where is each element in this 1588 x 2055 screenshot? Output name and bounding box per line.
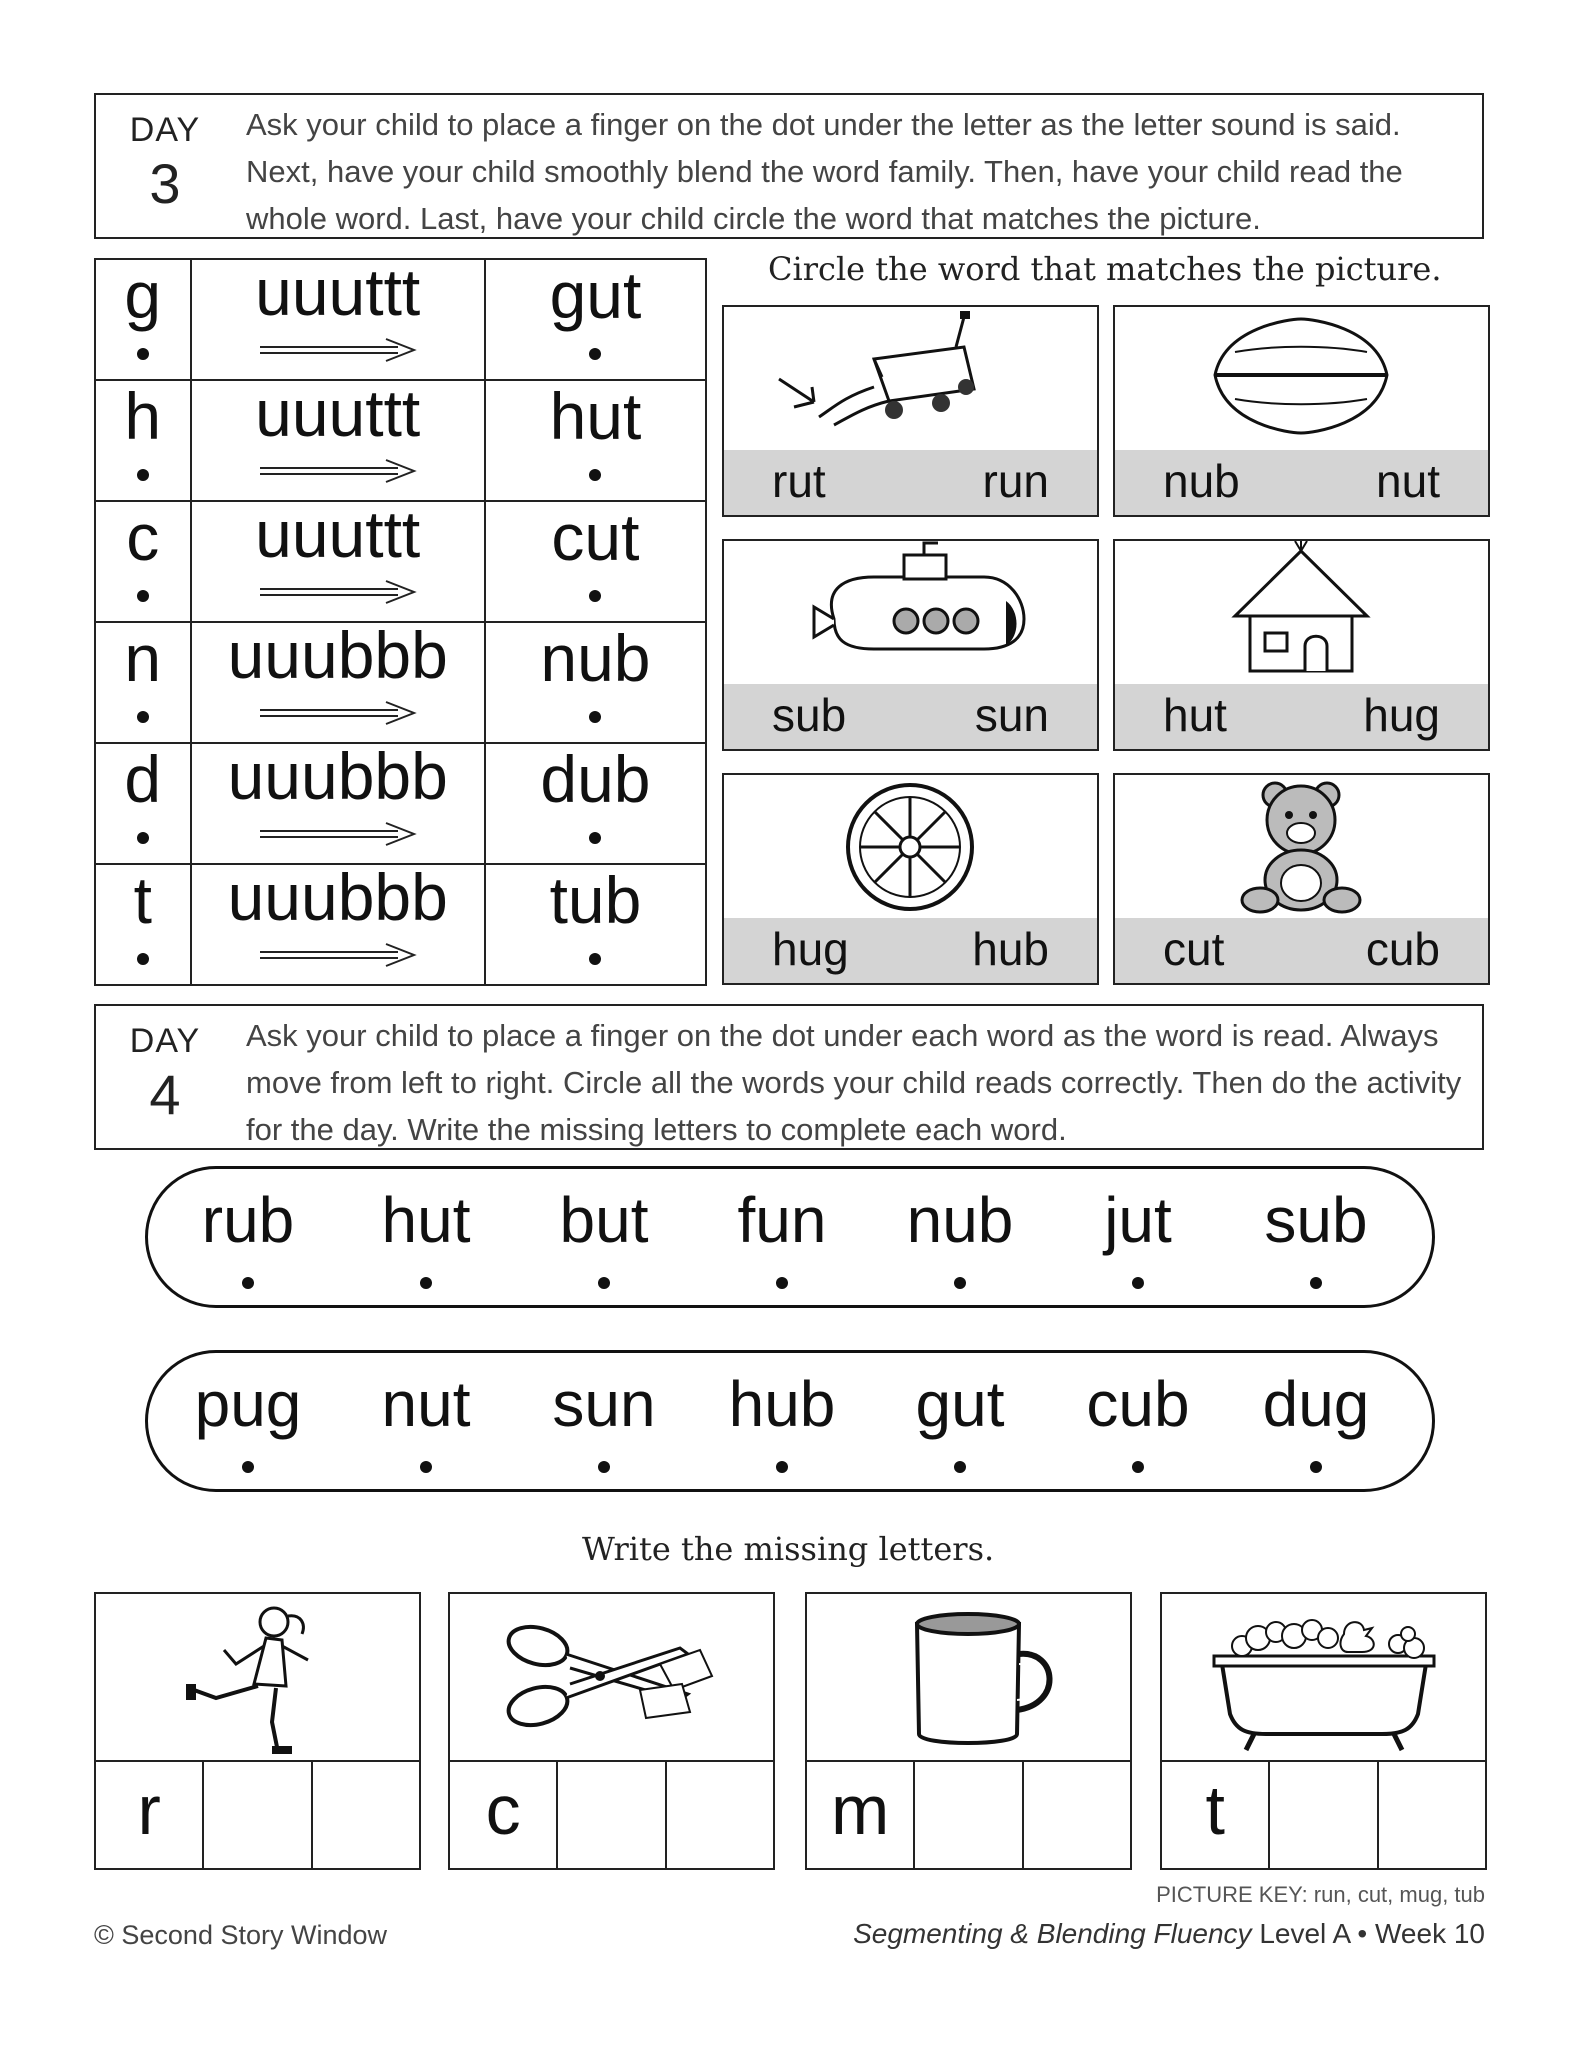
family-cell: uuuttt [191, 259, 485, 380]
finger-dot[interactable] [420, 1277, 432, 1289]
letter-cell: n [95, 622, 191, 743]
family-cell: uuubbb [191, 743, 485, 864]
picture-key: PICTURE KEY: run, cut, mug, tub [1156, 1882, 1485, 1907]
mug-icon [807, 1594, 1130, 1762]
picture-card [1113, 773, 1490, 985]
picture-card [722, 539, 1099, 751]
sight-word[interactable]: sun [552, 1368, 656, 1440]
sight-word[interactable]: pug [194, 1368, 302, 1440]
blending-table [94, 254, 707, 986]
write-card [805, 1592, 1132, 1870]
option-word[interactable]: cub [1365, 923, 1440, 975]
sight-word[interactable]: fun [737, 1184, 827, 1256]
letter-box[interactable] [1379, 1762, 1485, 1868]
right-arrow-icon [258, 700, 418, 726]
finger-dot[interactable] [589, 469, 601, 481]
sight-word[interactable]: but [559, 1184, 649, 1256]
picture-card [1113, 305, 1490, 517]
family-cell: uuuttt [191, 380, 485, 501]
picture-card [722, 773, 1099, 985]
finger-dot[interactable] [589, 953, 601, 965]
word-cell: cut [485, 501, 706, 622]
letter-box[interactable]: t [1162, 1762, 1270, 1868]
bear-cub-icon [1115, 775, 1488, 920]
level-week: Level A • Week 10 [1251, 1918, 1485, 1949]
finger-dot[interactable] [589, 348, 601, 360]
finger-dot[interactable] [598, 1461, 610, 1473]
letter-box[interactable]: r [96, 1762, 204, 1868]
write-card [1160, 1592, 1487, 1870]
right-arrow-icon [258, 458, 418, 484]
letter-cell: g [95, 259, 191, 380]
day3-number: 3 [149, 152, 181, 215]
wheel-hub-icon [724, 775, 1097, 920]
right-arrow-icon [258, 337, 418, 363]
letter-box[interactable] [313, 1762, 419, 1868]
finger-dot[interactable] [598, 1277, 610, 1289]
option-word[interactable]: sub [772, 689, 847, 741]
letter-box[interactable]: c [450, 1762, 558, 1868]
finger-dot[interactable] [1132, 1461, 1144, 1473]
sight-word[interactable]: rub [201, 1184, 295, 1256]
finger-dot[interactable] [137, 953, 149, 965]
write-heading: Write the missing letters. [582, 1530, 995, 1568]
bathtub-icon [1162, 1594, 1485, 1762]
finger-dot[interactable] [589, 711, 601, 723]
option-word[interactable]: rut [772, 455, 826, 507]
option-word[interactable]: cut [1163, 923, 1225, 975]
letter-cell: c [95, 501, 191, 622]
finger-dot[interactable] [137, 348, 149, 360]
finger-dot[interactable] [420, 1461, 432, 1473]
letter-box[interactable] [915, 1762, 1023, 1868]
letter-box[interactable] [667, 1762, 773, 1868]
option-word[interactable]: hug [772, 923, 849, 975]
write-card [94, 1592, 421, 1870]
copyright: © Second Story Window [94, 1920, 388, 1950]
series-title: Segmenting & Blending Fluency [853, 1918, 1252, 1949]
letter-box[interactable]: m [807, 1762, 915, 1868]
table-row [95, 864, 706, 985]
day4-instruction-box [94, 1004, 1484, 1150]
wagon-icon [724, 307, 1097, 452]
word-row-2 [145, 1350, 1435, 1492]
circle-heading: Circle the word that matches the picture. [768, 250, 1442, 288]
option-word[interactable]: run [982, 455, 1049, 507]
letter-cell: h [95, 380, 191, 501]
sight-word[interactable]: sub [1264, 1184, 1368, 1256]
letter-box[interactable] [1270, 1762, 1378, 1868]
family-cell: uuubbb [191, 864, 485, 985]
day4-label: DAY [129, 1022, 201, 1060]
nut-icon [1115, 307, 1488, 452]
picture-card [722, 305, 1099, 517]
finger-dot[interactable] [137, 469, 149, 481]
option-word[interactable]: nub [1163, 455, 1240, 507]
sight-word[interactable]: nut [381, 1368, 471, 1440]
letter-cell: t [95, 864, 191, 985]
sight-word[interactable]: hub [728, 1368, 836, 1440]
finger-dot[interactable] [242, 1461, 254, 1473]
day3-instruction-box [94, 93, 1484, 239]
sight-word[interactable]: cub [1086, 1368, 1190, 1440]
word-cell: hut [485, 380, 706, 501]
finger-dot[interactable] [137, 832, 149, 844]
word-cell: gut [485, 259, 706, 380]
option-word[interactable]: hug [1363, 689, 1440, 741]
letter-box[interactable] [204, 1762, 312, 1868]
letter-cell: d [95, 743, 191, 864]
sight-word[interactable]: hut [381, 1184, 471, 1256]
hut-icon [1115, 541, 1488, 686]
day4-number: 4 [149, 1063, 181, 1126]
day3-label: DAY [129, 111, 201, 149]
letter-box[interactable] [1024, 1762, 1130, 1868]
letter-box[interactable] [558, 1762, 666, 1868]
sight-word[interactable]: jut [1104, 1184, 1172, 1256]
family-cell: uuubbb [191, 622, 485, 743]
finger-dot[interactable] [954, 1461, 966, 1473]
footer-title [853, 1918, 1485, 1950]
finger-dot[interactable] [776, 1461, 788, 1473]
sight-word[interactable]: dug [1262, 1368, 1370, 1440]
finger-dot[interactable] [1310, 1277, 1322, 1289]
finger-dot[interactable] [954, 1277, 966, 1289]
finger-dot[interactable] [1132, 1277, 1144, 1289]
table-row [95, 501, 706, 622]
finger-dot[interactable] [589, 832, 601, 844]
option-word[interactable]: sun [974, 689, 1049, 741]
finger-dot[interactable] [242, 1277, 254, 1289]
option-word[interactable]: nut [1376, 455, 1440, 507]
table-row [95, 380, 706, 501]
submarine-icon [724, 541, 1097, 686]
running-girl-icon [96, 1594, 419, 1762]
word-cell: dub [485, 743, 706, 864]
family-cell: uuuttt [191, 501, 485, 622]
finger-dot[interactable] [137, 711, 149, 723]
table-row [95, 622, 706, 743]
finger-dot[interactable] [137, 590, 149, 602]
finger-dot[interactable] [776, 1277, 788, 1289]
day4-instructions: Ask your child to place a finger on the dot under each word as the word is read. Always move from left to right. Circle all the words your child reads correctly. Then do the activity for the day. Write the missing letters to complete each word. [246, 1018, 1462, 1147]
option-word[interactable]: hut [1163, 689, 1227, 741]
right-arrow-icon [258, 579, 418, 605]
word-cell: tub [485, 864, 706, 985]
right-arrow-icon [258, 821, 418, 847]
table-row [95, 743, 706, 864]
sight-word[interactable]: nub [906, 1184, 1014, 1256]
finger-dot[interactable] [1310, 1461, 1322, 1473]
day3-instructions: Ask your child to place a finger on the dot under the letter as the letter sound is said. Next, have your child smoothly blend the word family. Then, have your child read the whole word. Last, have your child circle the word that matches the picture. [246, 107, 1403, 236]
table-row [95, 259, 706, 380]
word-row-1 [145, 1166, 1435, 1308]
option-word[interactable]: hub [972, 923, 1049, 975]
scissors-icon [450, 1594, 773, 1762]
finger-dot[interactable] [589, 590, 601, 602]
word-cell: nub [485, 622, 706, 743]
right-arrow-icon [258, 942, 418, 968]
picture-card [1113, 539, 1490, 751]
write-card [448, 1592, 775, 1870]
sight-word[interactable]: gut [915, 1368, 1005, 1440]
